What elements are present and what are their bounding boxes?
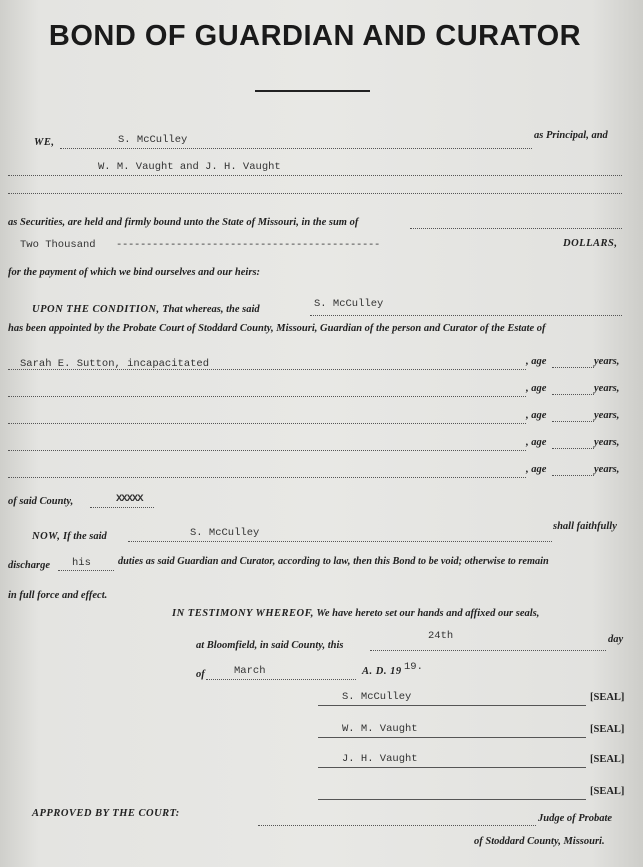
- signature-name: W. M. Vaught: [342, 723, 418, 735]
- principal-name: S. McCulley: [118, 134, 188, 146]
- day-line: [370, 650, 606, 651]
- age-label: , age: [526, 437, 547, 448]
- as-principal-label: as Principal, and: [534, 130, 608, 141]
- month: March: [234, 665, 266, 677]
- place-text: at Bloomfield, in said County, this: [196, 640, 344, 651]
- age-label: , age: [526, 383, 547, 394]
- pronoun: his: [72, 557, 91, 569]
- years-label: years,: [594, 410, 620, 421]
- pronoun-line: [58, 570, 114, 571]
- ad-label: A. D. 19: [362, 666, 402, 677]
- ward-line: [8, 450, 526, 451]
- condition-lead: UPON THE CONDITION,: [32, 304, 160, 315]
- county-line: [90, 507, 154, 508]
- amount-dashes: --------------------------------------------: [116, 239, 381, 251]
- now-text: [32, 531, 107, 542]
- testimony-text: [172, 608, 539, 619]
- document-title: BOND OF GUARDIAN AND CURATOR: [48, 20, 582, 52]
- years-label: years,: [594, 464, 620, 475]
- signature-line: [318, 799, 586, 800]
- testimony-lead: IN TESTIMONY WHEREOF,: [172, 608, 314, 619]
- age-label: , age: [526, 464, 547, 475]
- ward-line: [8, 396, 526, 397]
- seal-label: [SEAL]: [590, 724, 625, 735]
- day-value: 24th: [428, 630, 454, 642]
- seal-label: [SEAL]: [590, 786, 625, 797]
- securities-text: as Securities, are held and firmly bound unto the State of Missouri, in the sum of: [8, 217, 359, 228]
- dollars-label: DOLLARS,: [563, 238, 618, 249]
- now-name-line: [128, 541, 552, 542]
- signature-line: [318, 705, 586, 706]
- seal-label: [SEAL]: [590, 754, 625, 765]
- condition-body: That whereas, the said: [162, 304, 260, 315]
- signature-name: J. H. Vaught: [342, 753, 418, 765]
- shall-faithfully: shall faithfully: [553, 521, 617, 532]
- now-name: S. McCulley: [190, 527, 260, 539]
- now-lead: NOW,: [32, 531, 61, 542]
- of-label: of: [196, 669, 205, 680]
- age-label: , age: [526, 356, 547, 367]
- month-line: [206, 679, 356, 680]
- ward-line: [8, 369, 526, 370]
- now-body: If the said: [62, 531, 107, 542]
- age-line: [552, 421, 594, 422]
- approved-label: APPROVED BY THE COURT:: [32, 808, 180, 819]
- payment-text: for the payment of which we bind ourselves and our heirs:: [8, 267, 261, 278]
- years-label: years,: [594, 437, 620, 448]
- county-footer: of Stoddard County, Missouri.: [474, 836, 605, 847]
- years-label: years,: [594, 383, 620, 394]
- full-force-text: in full force and effect.: [8, 590, 108, 601]
- signature-line: [318, 737, 586, 738]
- title-rule: [255, 90, 370, 92]
- sum-line: [410, 228, 622, 229]
- discharge-text: duties as said Guardian and Curator, according to law, then this Bond to be void; otherwise to remain: [118, 556, 549, 567]
- condition-text: [32, 304, 260, 315]
- age-line: [552, 475, 594, 476]
- years-label: years,: [594, 356, 620, 367]
- signature-name: S. McCulley: [342, 691, 412, 703]
- blank-line: [8, 193, 622, 194]
- said-name: S. McCulley: [314, 298, 384, 310]
- judge-label: Judge of Probate: [538, 813, 613, 824]
- signature-line: [318, 767, 586, 768]
- county-label: of said County,: [8, 496, 74, 507]
- principal-line: [60, 148, 532, 149]
- struck-county: XXXXX: [116, 493, 143, 505]
- testimony-body: We have hereto set our hands and affixed our seals,: [316, 608, 540, 619]
- age-line: [552, 448, 594, 449]
- age-line: [552, 367, 594, 368]
- ward-line: [8, 477, 526, 478]
- day-label: day: [608, 634, 624, 645]
- amount-words: Two Thousand: [20, 239, 96, 251]
- judge-line: [258, 825, 536, 826]
- year-value: 19.: [404, 661, 423, 673]
- ward-line: [8, 423, 526, 424]
- said-name-line: [310, 315, 622, 316]
- seal-label: [SEAL]: [590, 692, 625, 703]
- age-label: , age: [526, 410, 547, 421]
- discharge-label: discharge: [8, 560, 50, 571]
- age-line: [552, 394, 594, 395]
- ward-name: Sarah E. Sutton, incapacitated: [20, 358, 210, 370]
- sureties-line: [8, 175, 622, 176]
- appointment-text: has been appointed by the Probate Court of Stoddard County, Missouri, Guardian of the person and Curator of the Estate of: [8, 323, 546, 334]
- we-label: WE,: [34, 137, 55, 148]
- sureties-names: W. M. Vaught and J. H. Vaught: [98, 161, 281, 173]
